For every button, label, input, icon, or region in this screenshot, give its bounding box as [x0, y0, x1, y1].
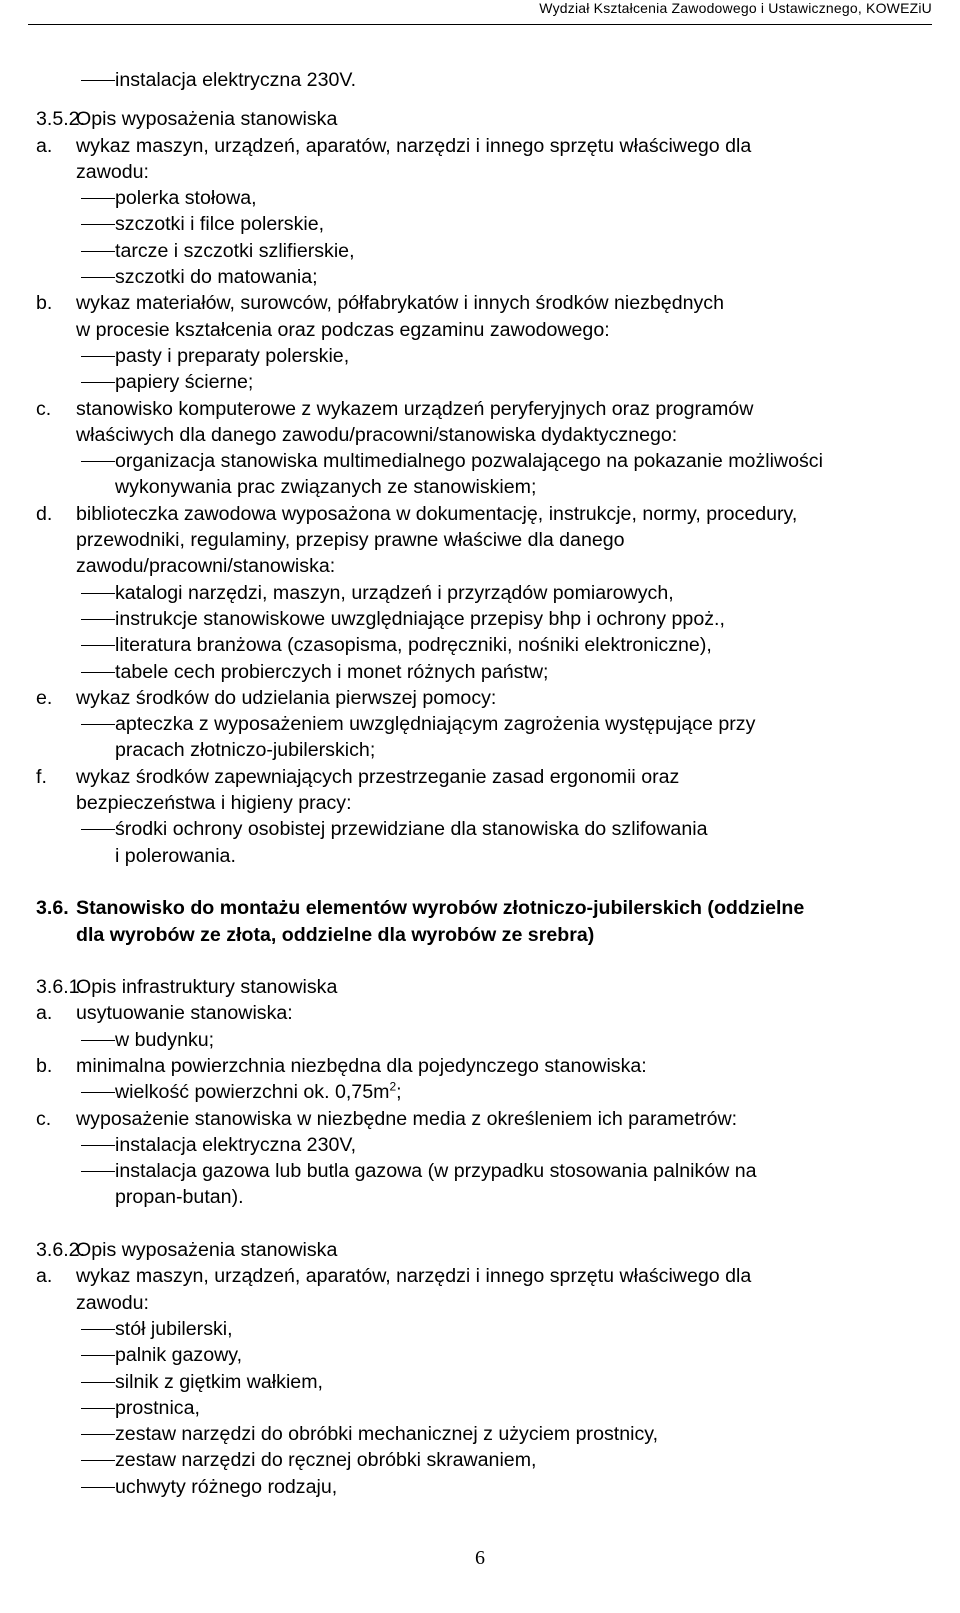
- list-item: środki ochrony osobistej przewidziane dla stanowiska do szlifowania: [36, 816, 936, 842]
- list-item: pasty i preparaty polerskie,: [36, 343, 936, 369]
- list-item: organizacja stanowiska multimedialnego pozwalającego na pokazanie możliwości: [36, 448, 936, 474]
- list-item: polerka stołowa,: [36, 185, 936, 211]
- item-e: e. wykaz środków do udzielania pierwszej pomocy:: [36, 686, 497, 709]
- subsection-3-6-1: 3.6.1. Opis infrastruktury stanowiska: [36, 976, 338, 999]
- item-c: c. wyposażenie stanowiska w niezbędne media z określeniem ich parametrów:: [36, 1107, 738, 1130]
- item-a: a. wykaz maszyn, urządzeń, aparatów, narzędzi i innego sprzętu właściwego dla: [36, 134, 752, 157]
- subsection-3-5-2: 3.5.2. Opis wyposażenia stanowiska: [36, 108, 338, 131]
- item-a: a. usytuowanie stanowiska:: [36, 1002, 293, 1025]
- item-a-cont: zawodu:: [76, 160, 149, 183]
- header-rule: [28, 24, 932, 25]
- item-f-cont: bezpieczeństwa i higieny pracy:: [76, 792, 352, 815]
- list-item: katalogi narzędzi, maszyn, urządzeń i przyrządów pomiarowych,: [36, 580, 936, 606]
- item-d: d. biblioteczka zawodowa wyposażona w dokumentację, instrukcje, normy, procedury,: [36, 502, 798, 525]
- list-item-cont: wykonywania prac związanych ze stanowiskiem;: [115, 476, 537, 499]
- item-a: a. wykaz maszyn, urządzeń, aparatów, narzędzi i innego sprzętu właściwego dla: [36, 1265, 752, 1288]
- item-f: f. wykaz środków zapewniających przestrzeganie zasad ergonomii oraz: [36, 765, 680, 788]
- list-item: apteczka z wyposażeniem uwzględniającym zagrożenia występujące przy: [36, 711, 936, 737]
- list-item: szczotki i filce polerskie,: [36, 211, 936, 237]
- subsection-3-6-2: 3.6.2. Opis wyposażenia stanowiska: [36, 1239, 338, 1262]
- list-item: prostnica,: [36, 1395, 936, 1421]
- list-item: stół jubilerski,: [36, 1316, 936, 1342]
- list-item-cont: propan-butan).: [115, 1186, 244, 1209]
- item-b: b. wykaz materiałów, surowców, półfabrykatów i innych środków niezbędnych: [36, 292, 724, 315]
- list-item-cont: pracach złotniczo-jubilerskich;: [115, 739, 376, 762]
- list-item: instalacja gazowa lub butla gazowa (w przypadku stosowania palników na: [36, 1158, 936, 1184]
- item-c: c. stanowisko komputerowe z wykazem urządzeń peryferyjnych oraz programów: [36, 397, 754, 420]
- item-b-cont: w procesie kształcenia oraz podczas egzaminu zawodowego:: [76, 318, 610, 341]
- page-header: Wydział Kształcenia Zawodowego i Ustawicznego, KOWEZiU: [539, 0, 932, 16]
- list-item: papiery ścierne;: [36, 369, 936, 395]
- list-item: zestaw narzędzi do ręcznej obróbki skrawaniem,: [36, 1447, 936, 1473]
- item-a-cont: zawodu:: [76, 1291, 149, 1314]
- list-item: instalacja elektryczna 230V,: [36, 1132, 936, 1158]
- list-item: w budynku;: [36, 1027, 936, 1053]
- item-c-cont: właściwych dla danego zawodu/pracowni/stanowiska dydaktycznego:: [76, 423, 678, 446]
- list-item: wielkość powierzchni ok. $0,75m^2$;: [36, 1079, 936, 1105]
- item-d-cont: przewodniki, regulaminy, przepisy prawne właściwe dla danego: [76, 529, 625, 552]
- document-body: [36, 67, 936, 1500]
- list-item-cont: i polerowania.: [115, 844, 236, 867]
- list-item: uchwyty różnego rodzaju,: [36, 1474, 936, 1500]
- list-item: szczotki do matowania;: [36, 264, 936, 290]
- list-item: tabele cech probierczych i monet różnych państw;: [36, 659, 936, 685]
- list-item: zestaw narzędzi do obróbki mechanicznej z użyciem prostnicy,: [36, 1421, 936, 1447]
- list-item: instrukcje stanowiskowe uwzględniające przepisy bhp i ochrony ppoż.,: [36, 606, 936, 632]
- list-item: instalacja elektryczna 230V.: [36, 67, 936, 93]
- list-item: literatura branżowa (czasopisma, podręczniki, nośniki elektroniczne),: [36, 632, 936, 658]
- item-d-cont: zawodu/pracowni/stanowiska:: [76, 555, 336, 578]
- list-item: palnik gazowy,: [36, 1342, 936, 1368]
- section-3-6-heading-cont: dla wyrobów ze złota, oddzielne dla wyrobów ze srebra): [76, 923, 595, 946]
- section-3-6-heading: 3.6. Stanowisko do montażu elementów wyrobów złotniczo-jubilerskich (oddzielne: [36, 897, 805, 920]
- list-item: tarcze i szczotki szlifierskie,: [36, 238, 936, 264]
- item-b: b. minimalna powierzchnia niezbędna dla pojedynczego stanowiska:: [36, 1054, 647, 1077]
- list-item: silnik z giętkim wałkiem,: [36, 1369, 936, 1395]
- page-number: 6: [475, 1547, 485, 1569]
